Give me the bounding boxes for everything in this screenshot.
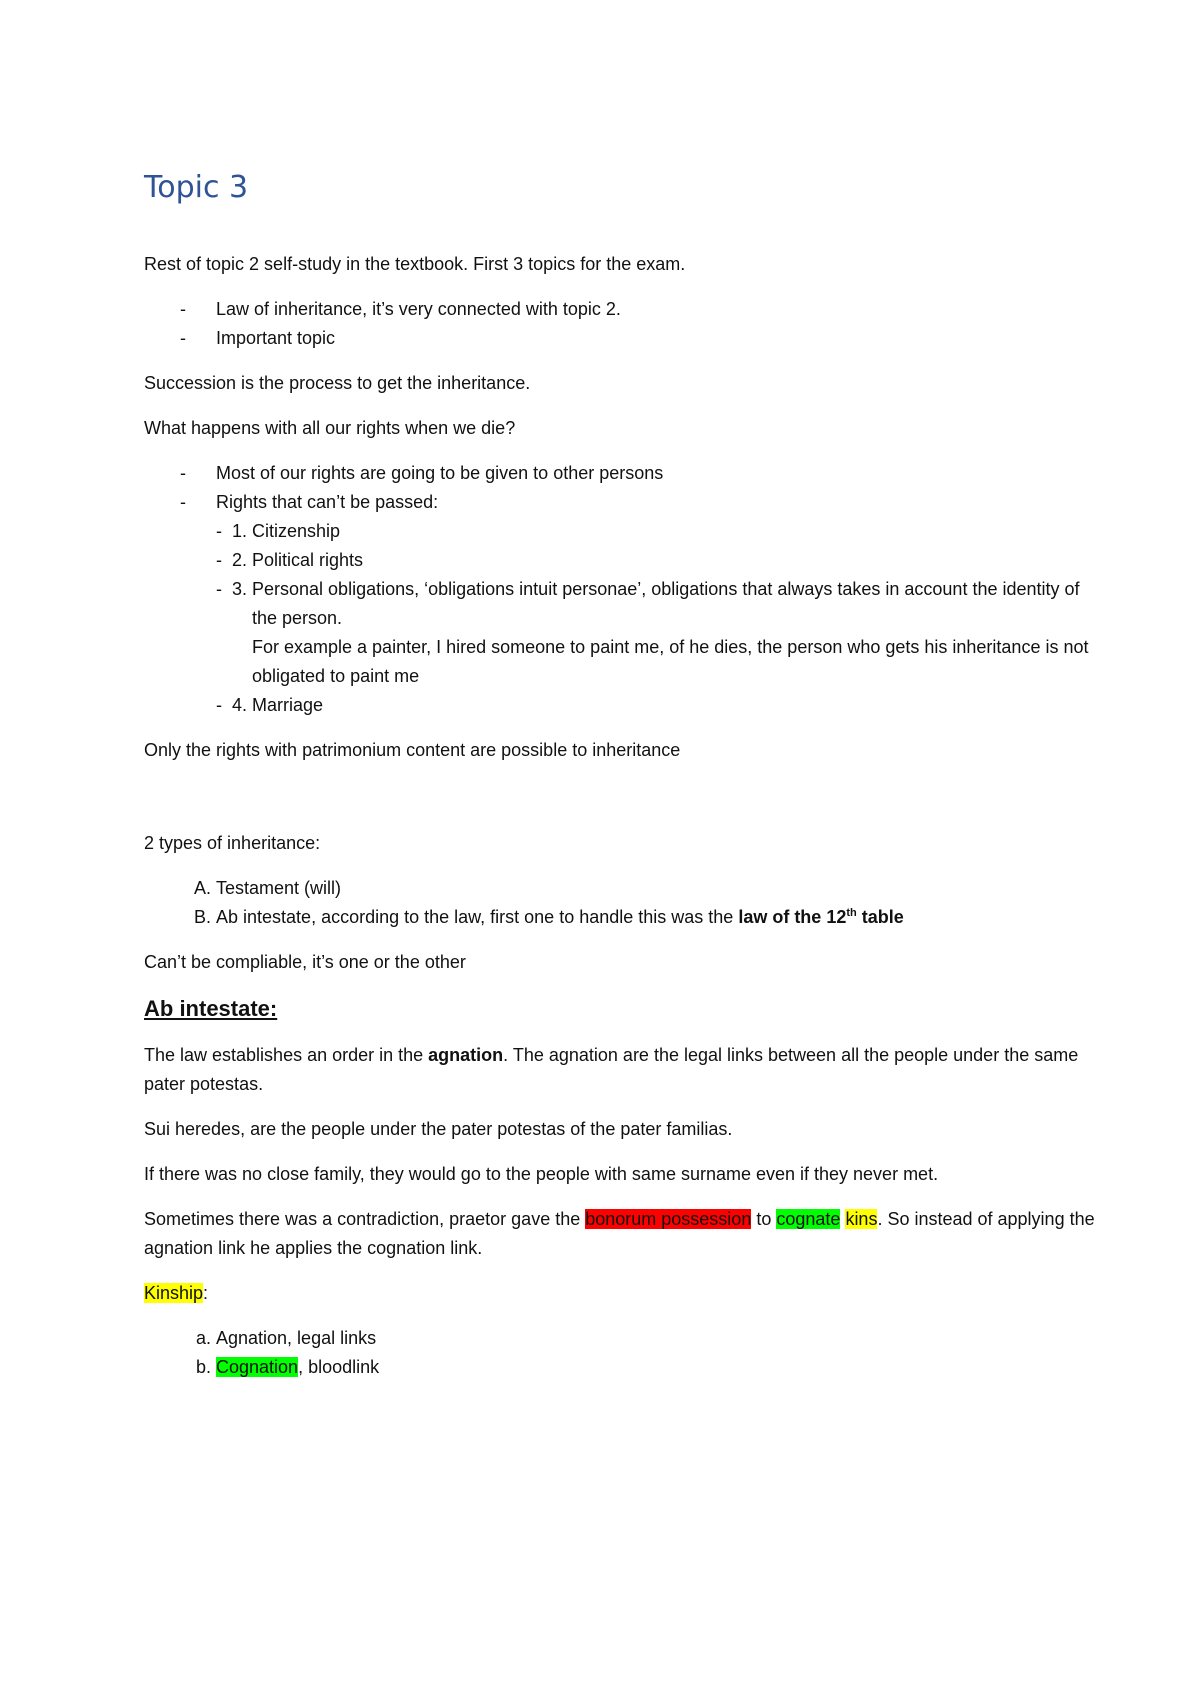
agnation-paragraph [144,1041,1100,1099]
patrimonium-paragraph: Only the rights with patrimonium content are possible to inheritance [144,740,681,760]
spacer [144,781,1100,829]
list-item: a. Agnation, legal links [216,1324,1100,1353]
table-bold: table [856,907,904,927]
section-heading-ab-intestate: Ab intestate: [144,996,278,1021]
intro-paragraph: Rest of topic 2 self-study in the textbook. First 3 topics for the exam. [144,254,686,274]
succession-paragraph: Succession is the process to get the inheritance. [144,373,531,393]
text: . So instead of applying the agnation link he applies the cognation link. [144,1209,1095,1258]
highlight-green: cognate [776,1209,841,1229]
text: The law establishes an order in the [144,1045,429,1065]
list-item-label: Rights that can’t be passed: [216,492,439,512]
list-item-text: Personal obligations, ‘obligations intuit personae’, obligations that always takes in account the identity of the person. [252,579,1080,628]
text: : [203,1283,209,1303]
kinship-list [144,1324,1100,1382]
list-item-text: Ab intestate, according to the law, first one to handle this was the [216,907,739,927]
text: . The agnation are the legal links between all the people under the same pater potestas. [144,1045,1079,1094]
compliable-paragraph: Can’t be compliable, it’s one or the other [144,952,466,972]
highlight-green: Cognation [216,1357,299,1377]
list-item-example: For example a painter, I hired someone to paint me, of he dies, the person who gets his inheritance is not obligated to paint me [252,637,1089,686]
kinship-label-paragraph [144,1279,1100,1308]
highlight-yellow: kins [845,1209,878,1229]
list-item: - 1. Citizenship [252,517,1100,546]
close-family-paragraph: If there was no close family, they would go to the people with same surname even if they never met. [144,1164,939,1184]
list-item [216,903,1100,932]
text: Sometimes there was a contradiction, praetor gave the [144,1209,586,1229]
highlight-yellow: Kinship [144,1283,204,1303]
list-item [216,488,1100,720]
superscript: th [846,907,857,919]
types-list [144,874,1100,932]
contradiction-paragraph [144,1205,1100,1263]
list-item: - Important topic [216,324,1100,353]
sui-heredes-paragraph: Sui heredes, are the people under the pater potestas of the pater familias. [144,1119,733,1139]
page-title: Topic 3 [144,170,249,205]
list-item [252,575,1100,691]
text: , bloodlink [298,1357,380,1377]
law-12-table-bold: law of the 12 [738,907,847,927]
rights-bullet-list [144,459,1100,720]
question-paragraph: What happens with all our rights when we die? [144,418,516,438]
intro-bullet-list [144,295,1100,353]
text: to [751,1209,777,1229]
list-item: - 2. Political rights [252,546,1100,575]
list-item: - 4. Marriage [252,691,1100,720]
list-item: A. Testament (will) [216,874,1100,903]
list-item [216,1353,1100,1382]
list-item: - Law of inheritance, it’s very connected with topic 2. [216,295,1100,324]
agnation-bold: agnation [428,1045,504,1065]
highlight-red: bonorum possession [585,1209,752,1229]
rights-numbered-list [216,517,1100,720]
types-intro-paragraph: 2 types of inheritance: [144,833,321,853]
list-item: - Most of our rights are going to be given to other persons [216,459,1100,488]
